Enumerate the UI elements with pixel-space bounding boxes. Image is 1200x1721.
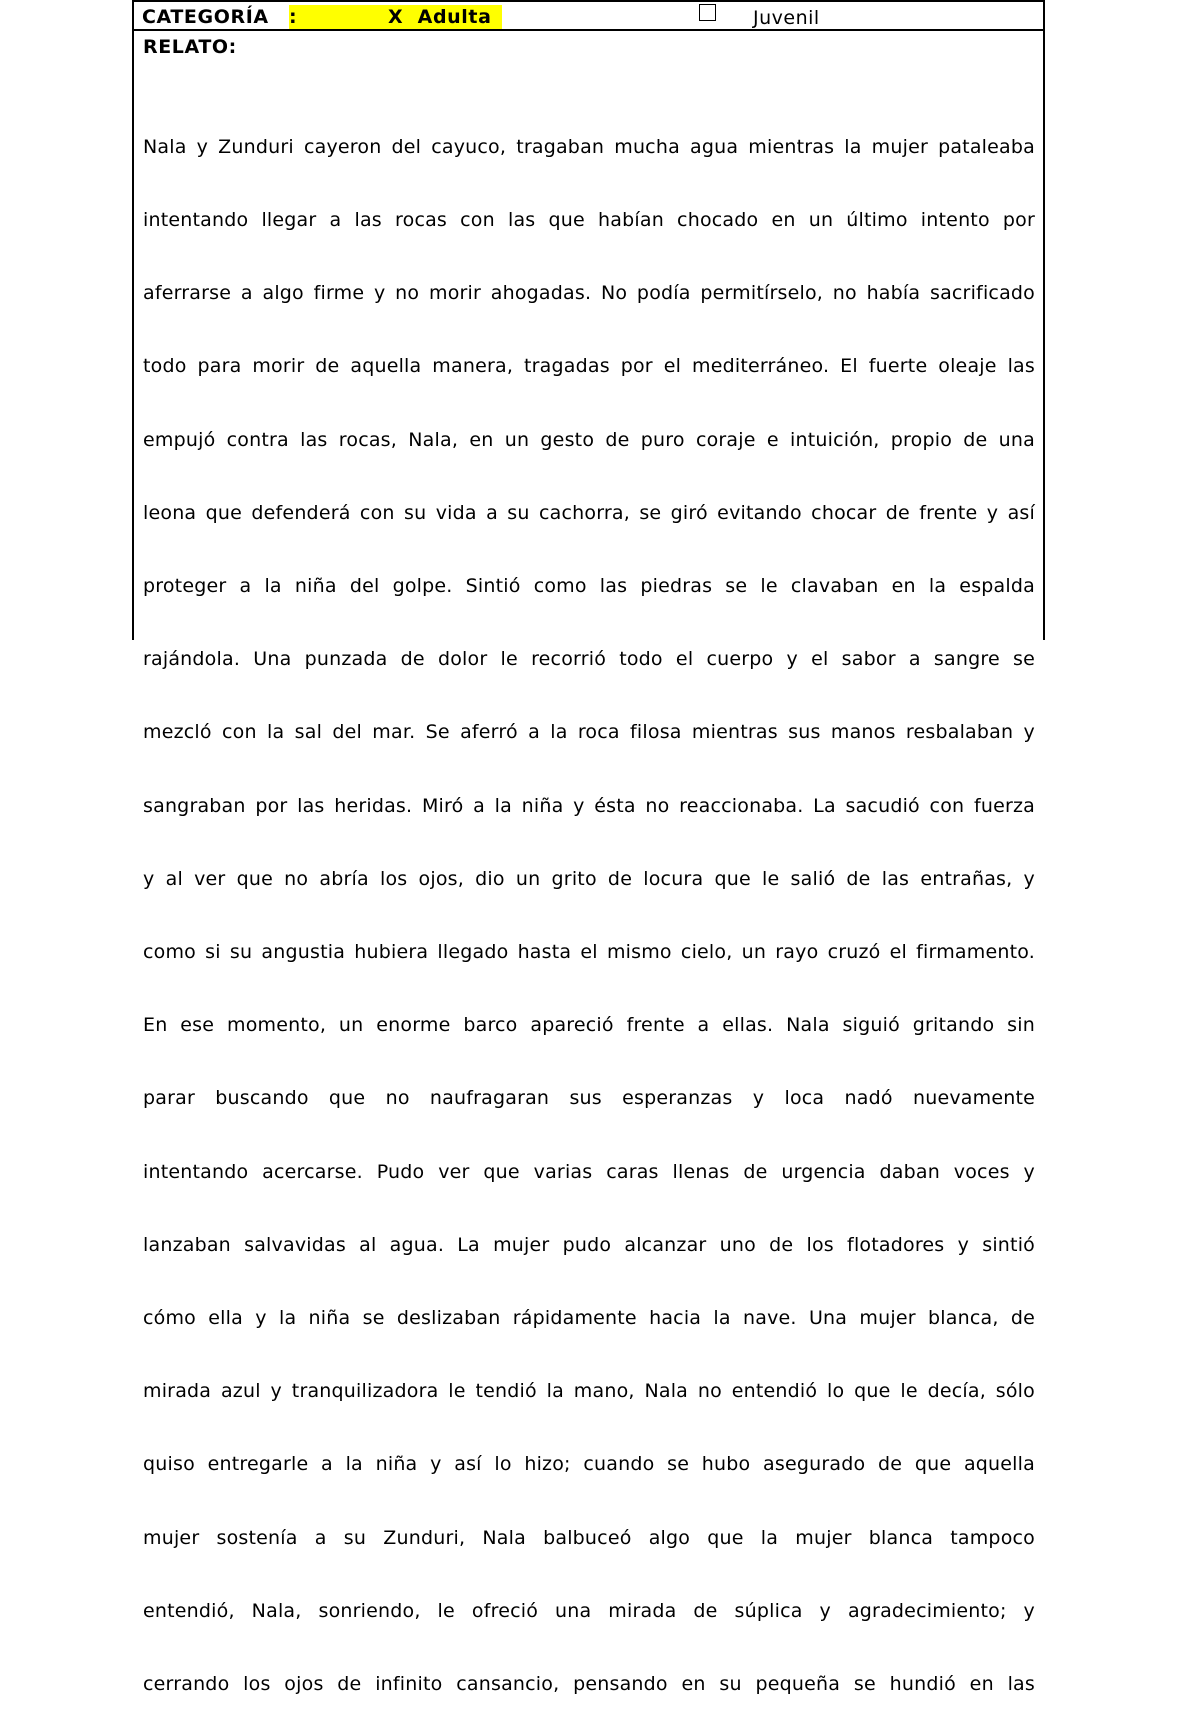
category-option-juvenil: Juvenil [753,7,820,29]
story-line: sangraban por las heridas. Miró a la niña y ésta no reaccionaba. La sacudió con fuerza [143,794,1035,817]
story-line: Nala y Zunduri cayeron del cayuco, tragaban mucha agua mientras la mujer pataleaba [143,135,1035,158]
story-line: cerrando los ojos de infinito cansancio, pensando en su pequeña se hundió en las [143,1673,1035,1696]
story-line: intentando acercarse. Pudo ver que varias caras llenas de urgencia daban voces y [143,1160,1035,1183]
story-line: leona que defenderá con su vida a su cachorra, se giró evitando chocar de frente y así [143,501,1035,524]
story-line: como si su angustia hubiera llegado hasta el mismo cielo, un rayo cruzó el firmamento. [143,941,1035,964]
story-line: quiso entregarle a la niña y así lo hizo; cuando se hubo asegurado de que aquella [143,1453,1035,1476]
category-row [132,0,1045,31]
story-line: entendió, Nala, sonriendo, le ofreció una mirada de súplica y agradecimiento; y [143,1599,1035,1622]
story-line: mezcló con la sal del mar. Se aferró a la roca filosa mientras sus manos resbalaban y [143,721,1035,744]
category-colon: : [289,6,297,28]
story-line: cómo ella y la niña se deslizaban rápidamente hacia la nave. Una mujer blanca, de [143,1307,1035,1330]
story-line: intentando llegar a las rocas con las que habían chocado en un último intento por [143,209,1035,232]
story-line: mujer sostenía a su Zunduri, Nala balbuceó algo que la mujer blanca tampoco [143,1526,1035,1549]
story-line: y al ver que no abría los ojos, dio un grito de locura que le salió de las entrañas, y [143,867,1035,890]
story-label: RELATO: [143,36,237,58]
story-line: todo para morir de aquella manera, tragadas por el mediterráneo. El fuerte oleaje las [143,355,1035,378]
story-line: lanzaban salvavidas al agua. La mujer pudo alcanzar uno de los flotadores y sintió [143,1233,1035,1256]
story-line: aferrarse a algo firme y no morir ahogadas. No podía permitírselo, no había sacrificado [143,282,1035,305]
category-label: CATEGORÍA [142,6,269,28]
story-line: mirada azul y tranquilizadora le tendió la mano, Nala no entendió lo que le decía, sólo [143,1380,1035,1403]
story-line: empujó contra las rocas, Nala, en un gesto de puro coraje e intuición, propio de una [143,428,1035,451]
story-line: rajándola. Una punzada de dolor le recorrió todo el cuerpo y el sabor a sangre se [143,648,1035,671]
story-text [143,86,1035,1721]
story-line: En ese momento, un enorme barco apareció frente a ellas. Nala siguió gritando sin [143,1014,1035,1037]
story-line: parar buscando que no naufragaran sus esperanzas y loca nadó nuevamente [143,1087,1035,1110]
story-line: proteger a la niña del golpe. Sintió como las piedras se le clavaban en la espalda [143,575,1035,598]
category-option-adulta: X Adulta [388,6,492,28]
juvenil-checkbox[interactable] [699,4,716,21]
